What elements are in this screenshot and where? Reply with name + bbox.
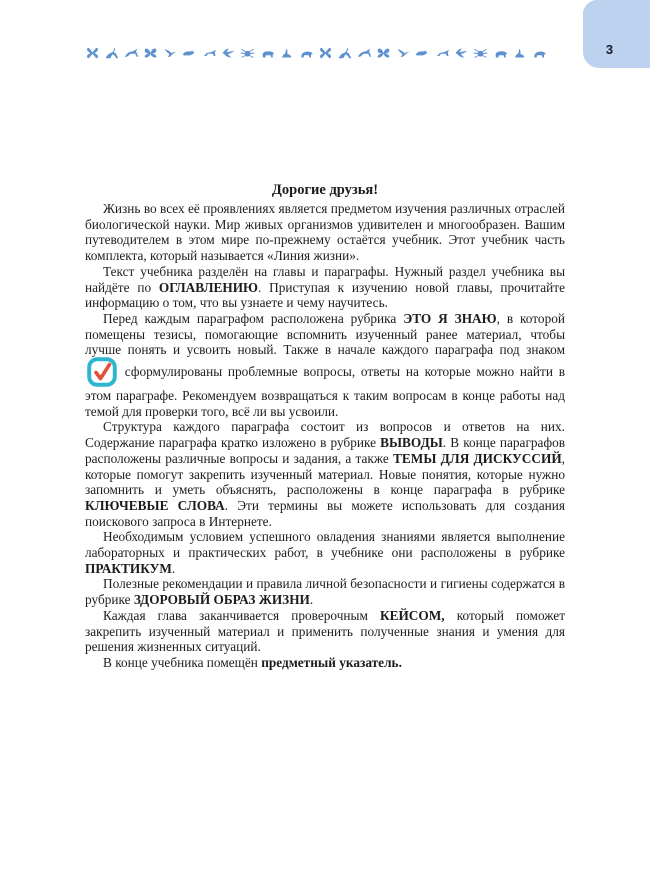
text-run: Перед каждым параграфом расположена рубрика (103, 310, 404, 326)
paragraph-1 (85, 201, 565, 264)
butterfly-icon (376, 45, 391, 61)
text-run: , которые помогут закрепить изученный материал. Новые понятия, которые нужно запомнить и уметь объяснять, расположены в конце параграфа в рубрике (85, 450, 565, 498)
moth-icon (318, 45, 333, 61)
paragraph-2 (85, 264, 565, 311)
text-run: Структура каждого параграфа состоит из вопросов и ответов на них. Содержание параграфа кратко изложено в рубрике (85, 419, 565, 451)
text-run: Необходимым условием успешного овладения знаниями является выполнение лабораторных и практических работ, в учебнике они расположены в рубрике (85, 529, 565, 561)
paragraph-8 (85, 655, 565, 671)
text-run: . Приступая к изучению новой главы, прочитайте информацию о том, что вы узнаете и чему научитесь. (85, 279, 565, 311)
paragraph-4 (85, 419, 565, 529)
animal-frieze (85, 44, 547, 61)
text-run: Каждая глава заканчивается проверочным (103, 607, 380, 623)
kangaroo-icon (337, 45, 352, 61)
text-run: сформулированы проблемные вопросы, ответы на которые можно найти в этом параграфе. Рекомендуем возвращаться к таким вопросам в конце работы над темой для проверки того, всё ли вы усвоили. (85, 364, 565, 419)
paragraph-3 (85, 311, 565, 420)
rubric-name: ВЫВОДЫ (380, 435, 443, 451)
rubric-name: ОГЛАВЛЕНИЮ (158, 279, 259, 295)
gazelle-icon (124, 45, 139, 61)
text-run: который поможет закрепить изученный материал и применить полученные знания и умения для решения жизненных ситуаций. (85, 607, 566, 655)
whale-icon (415, 45, 430, 61)
text-run: Текст учебника разделён на главы и параграфы. Нужный раздел учебника вы найдёте по (85, 263, 565, 295)
whale-icon (182, 45, 197, 61)
page-number-tab (583, 0, 650, 68)
rubric-name: КЛЮЧЕВЫЕ СЛОВА (85, 497, 225, 513)
hare-icon (279, 45, 294, 61)
text-run: Жизнь во всех её проявлениях является предметом изучения различных отраслей биологической науки. Мир живых организмов удивителен и многообразен. Вашим путеводителем в этом мире по-прежнему остаётся учебник. Этот учебник часть комплекта, который называется «Линия жизни». (85, 201, 565, 264)
diver-bird-icon (396, 45, 411, 61)
moth-icon (85, 45, 100, 61)
rubric-name: ЭТО Я ЗНАЮ (403, 310, 497, 326)
paragraph-7 (85, 608, 565, 655)
page-number: 3 (605, 42, 614, 57)
buffalo-icon (532, 45, 547, 61)
text-run: . Эти термины вы можете использовать для создания поискового запроса в Интернете. (85, 497, 565, 529)
buffalo-icon (299, 45, 314, 61)
text-run: В конце учебника помещён (103, 654, 262, 670)
diver-bird-icon (163, 45, 178, 61)
kangaroo-icon (104, 45, 119, 61)
page-title: Дорогие друзья! (271, 182, 379, 198)
falcon-icon (221, 45, 236, 61)
spider-icon (240, 45, 255, 61)
rubric-name: ЗДОРОВЫЙ ОБРАЗ ЖИЗНИ (133, 592, 310, 608)
rubric-name: ТЕМЫ ДЛЯ ДИСКУССИЙ (393, 450, 562, 466)
paragraph-6 (85, 576, 565, 607)
text-run: . (171, 560, 176, 576)
rubric-name: предметный указатель. (261, 654, 402, 670)
butterfly-icon (143, 45, 158, 61)
check-icon (87, 357, 117, 387)
fox-icon (435, 45, 450, 61)
rubric-name: КЕЙСОМ, (379, 607, 445, 623)
text-run: . (309, 592, 314, 608)
rubric-name: ПРАКТИКУМ (85, 560, 172, 576)
body-text (85, 201, 565, 671)
falcon-icon (454, 45, 469, 61)
spider-icon (473, 45, 488, 61)
gazelle-icon (357, 45, 372, 61)
hare-icon (512, 45, 527, 61)
text-run: Полезные рекомендации и правила личной безопасности и гигиены содержатся в рубрике (85, 576, 565, 608)
paragraph-5 (85, 529, 565, 576)
bison-icon (260, 45, 275, 61)
bison-icon (493, 45, 508, 61)
fox-icon (202, 45, 217, 61)
text-run: . В конце параграфов расположены различные вопросы и задания, а также (85, 435, 565, 466)
text-run: , в которой помещены тезисы, помогающие вспомнить изученный ранее материал, чтобы лучше понять и усвоить новый. Также в начале каждого параграфа под знаком (85, 310, 565, 358)
